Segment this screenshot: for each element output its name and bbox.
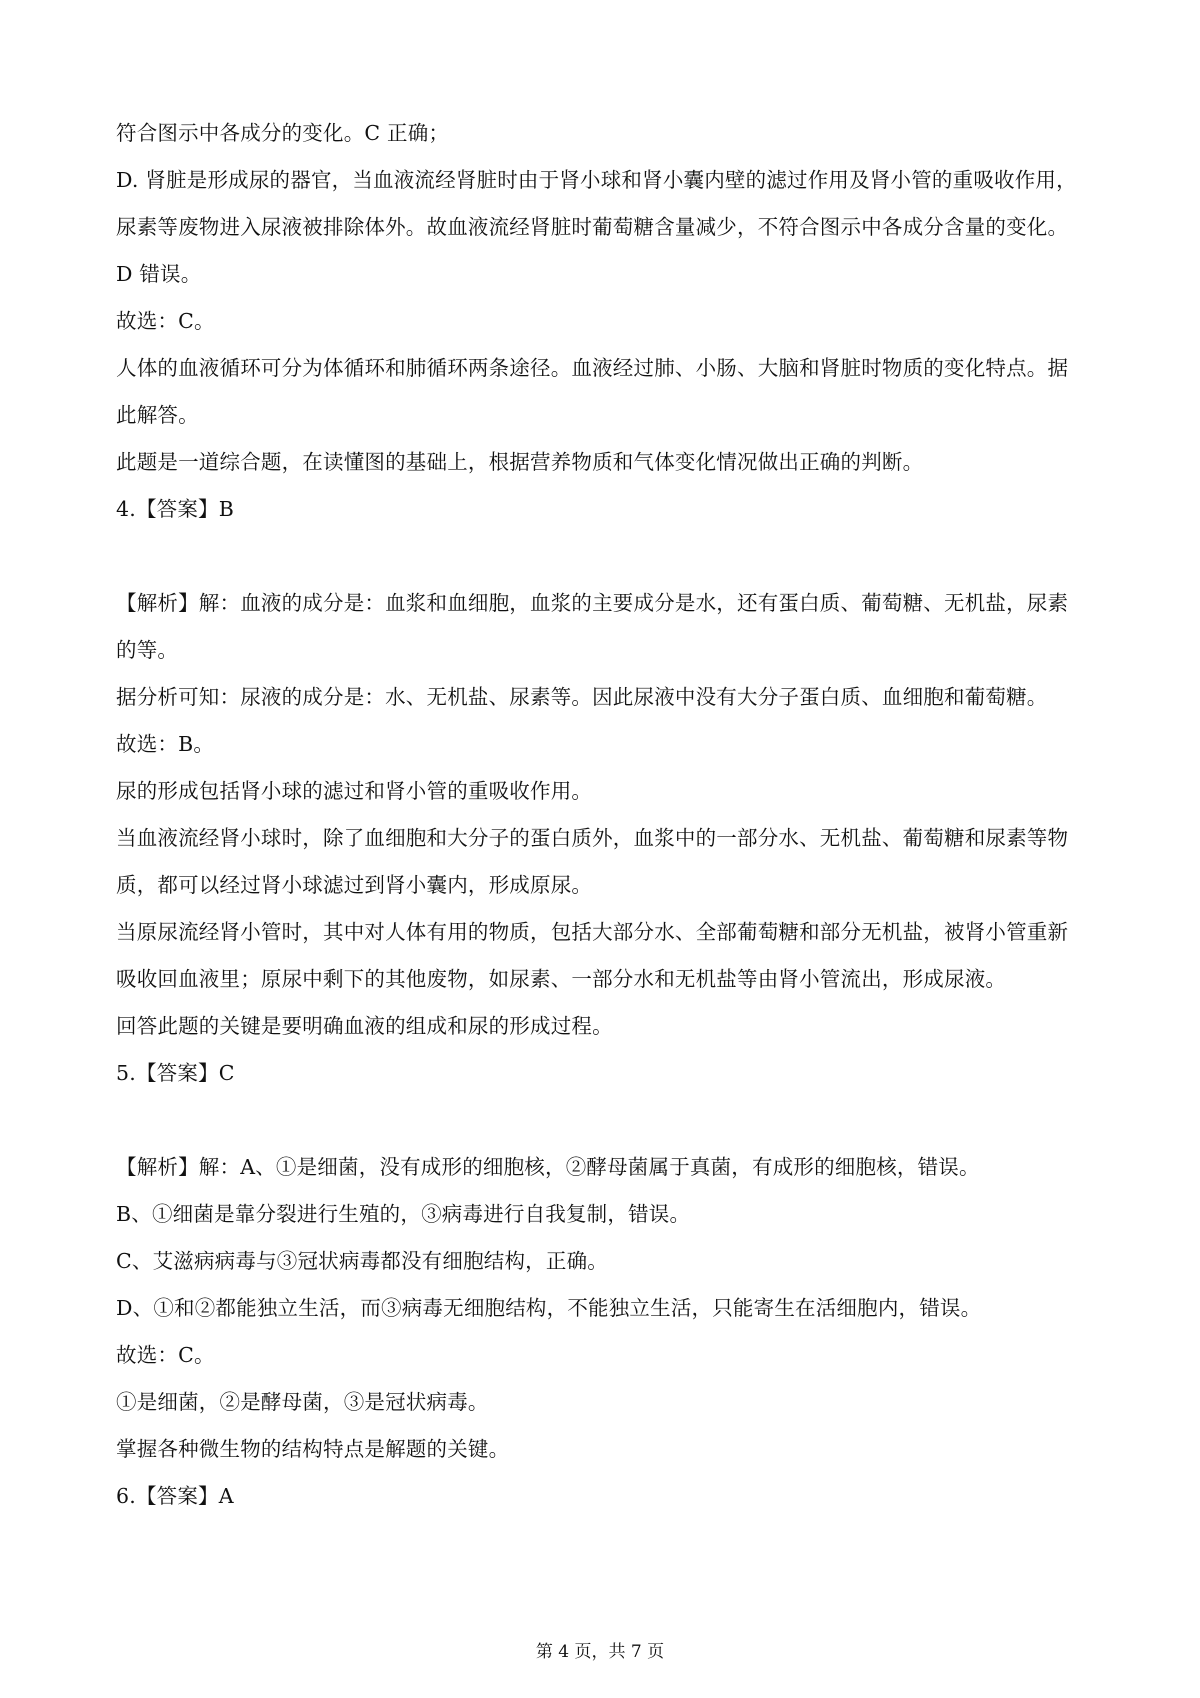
text-line: 此解答。 [116, 403, 199, 427]
text-line: 故选：C。 [116, 1343, 215, 1367]
text-line: 故选：C。 [116, 309, 215, 333]
page-number-footer: 第 4 页，共 7 页 [535, 1642, 665, 1662]
text-line: 当原尿流经肾小管时，其中对人体有用的物质，包括大部分水、全部葡萄糖和部分无机盐，被肾小管重新 [116, 920, 1069, 944]
text-line: 此题是一道综合题，在读懂图的基础上，根据营养物质和气体变化情况做出正确的判断。 [116, 450, 924, 474]
text-line: D 错误。 [116, 262, 202, 286]
text-line: ①是细菌，②是酵母菌，③是冠状病毒。 [116, 1390, 489, 1414]
text-line: 据分析可知：尿液的成分是：水、无机盐、尿素等。因此尿液中没有大分子蛋白质、血细胞和葡萄糖。 [116, 685, 1048, 709]
text-line: 故选：B。 [116, 732, 215, 756]
text-line: 人体的血液循环可分为体循环和肺循环两条途径。血液经过肺、小肠、大脑和肾脏时物质的变化特点。据 [116, 356, 1069, 380]
answer-heading: 4.【答案】B [116, 497, 235, 521]
answer-heading: 6.【答案】A [116, 1484, 234, 1508]
text-line: 尿素等废物进入尿液被排除体外。故血液流经肾脏时葡萄糖含量减少，不符合图示中各成分含量的变化。 [116, 215, 1069, 239]
text-line: B、①细菌是靠分裂进行生殖的，③病毒进行自我复制，错误。 [116, 1202, 691, 1226]
text-line: 掌握各种微生物的结构特点是解题的关键。 [116, 1437, 510, 1461]
text-line: D. 肾脏是形成尿的器官，当血液流经肾脏时由于肾小球和肾小囊内壁的滤过作用及肾小管的重吸收作用， [116, 168, 1077, 192]
analysis-line: 【解析】解：A、①是细菌，没有成形的细胞核，②酵母菌属于真菌，有成形的细胞核，错误。 [116, 1155, 980, 1179]
text-line: 符合图示中各成分的变化。C 正确； [116, 121, 450, 145]
text-line: 回答此题的关键是要明确血液的组成和尿的形成过程。 [116, 1014, 613, 1038]
text-line: 的等。 [116, 638, 179, 662]
answer-heading: 5.【答案】C [116, 1061, 235, 1085]
text-line: 尿的形成包括肾小球的滤过和肾小管的重吸收作用。 [116, 779, 593, 803]
text-line: 质，都可以经过肾小球滤过到肾小囊内，形成原尿。 [116, 873, 593, 897]
text-line: 当血液流经肾小球时，除了血细胞和大分子的蛋白质外，血浆中的一部分水、无机盐、葡萄糖和尿素等物 [116, 826, 1069, 850]
text-line: C、艾滋病病毒与③冠状病毒都没有细胞结构，正确。 [116, 1249, 608, 1273]
text-line: 吸收回血液里；原尿中剩下的其他废物，如尿素、一部分水和无机盐等由肾小管流出，形成尿液。 [116, 967, 1007, 991]
analysis-line: 【解析】解：血液的成分是：血浆和血细胞，血浆的主要成分是水，还有蛋白质、葡萄糖、无机盐，尿素 [116, 591, 1069, 615]
text-line: D、①和②都能独立生活，而③病毒无细胞结构，不能独立生活，只能寄生在活细胞内，错误。 [116, 1296, 982, 1320]
